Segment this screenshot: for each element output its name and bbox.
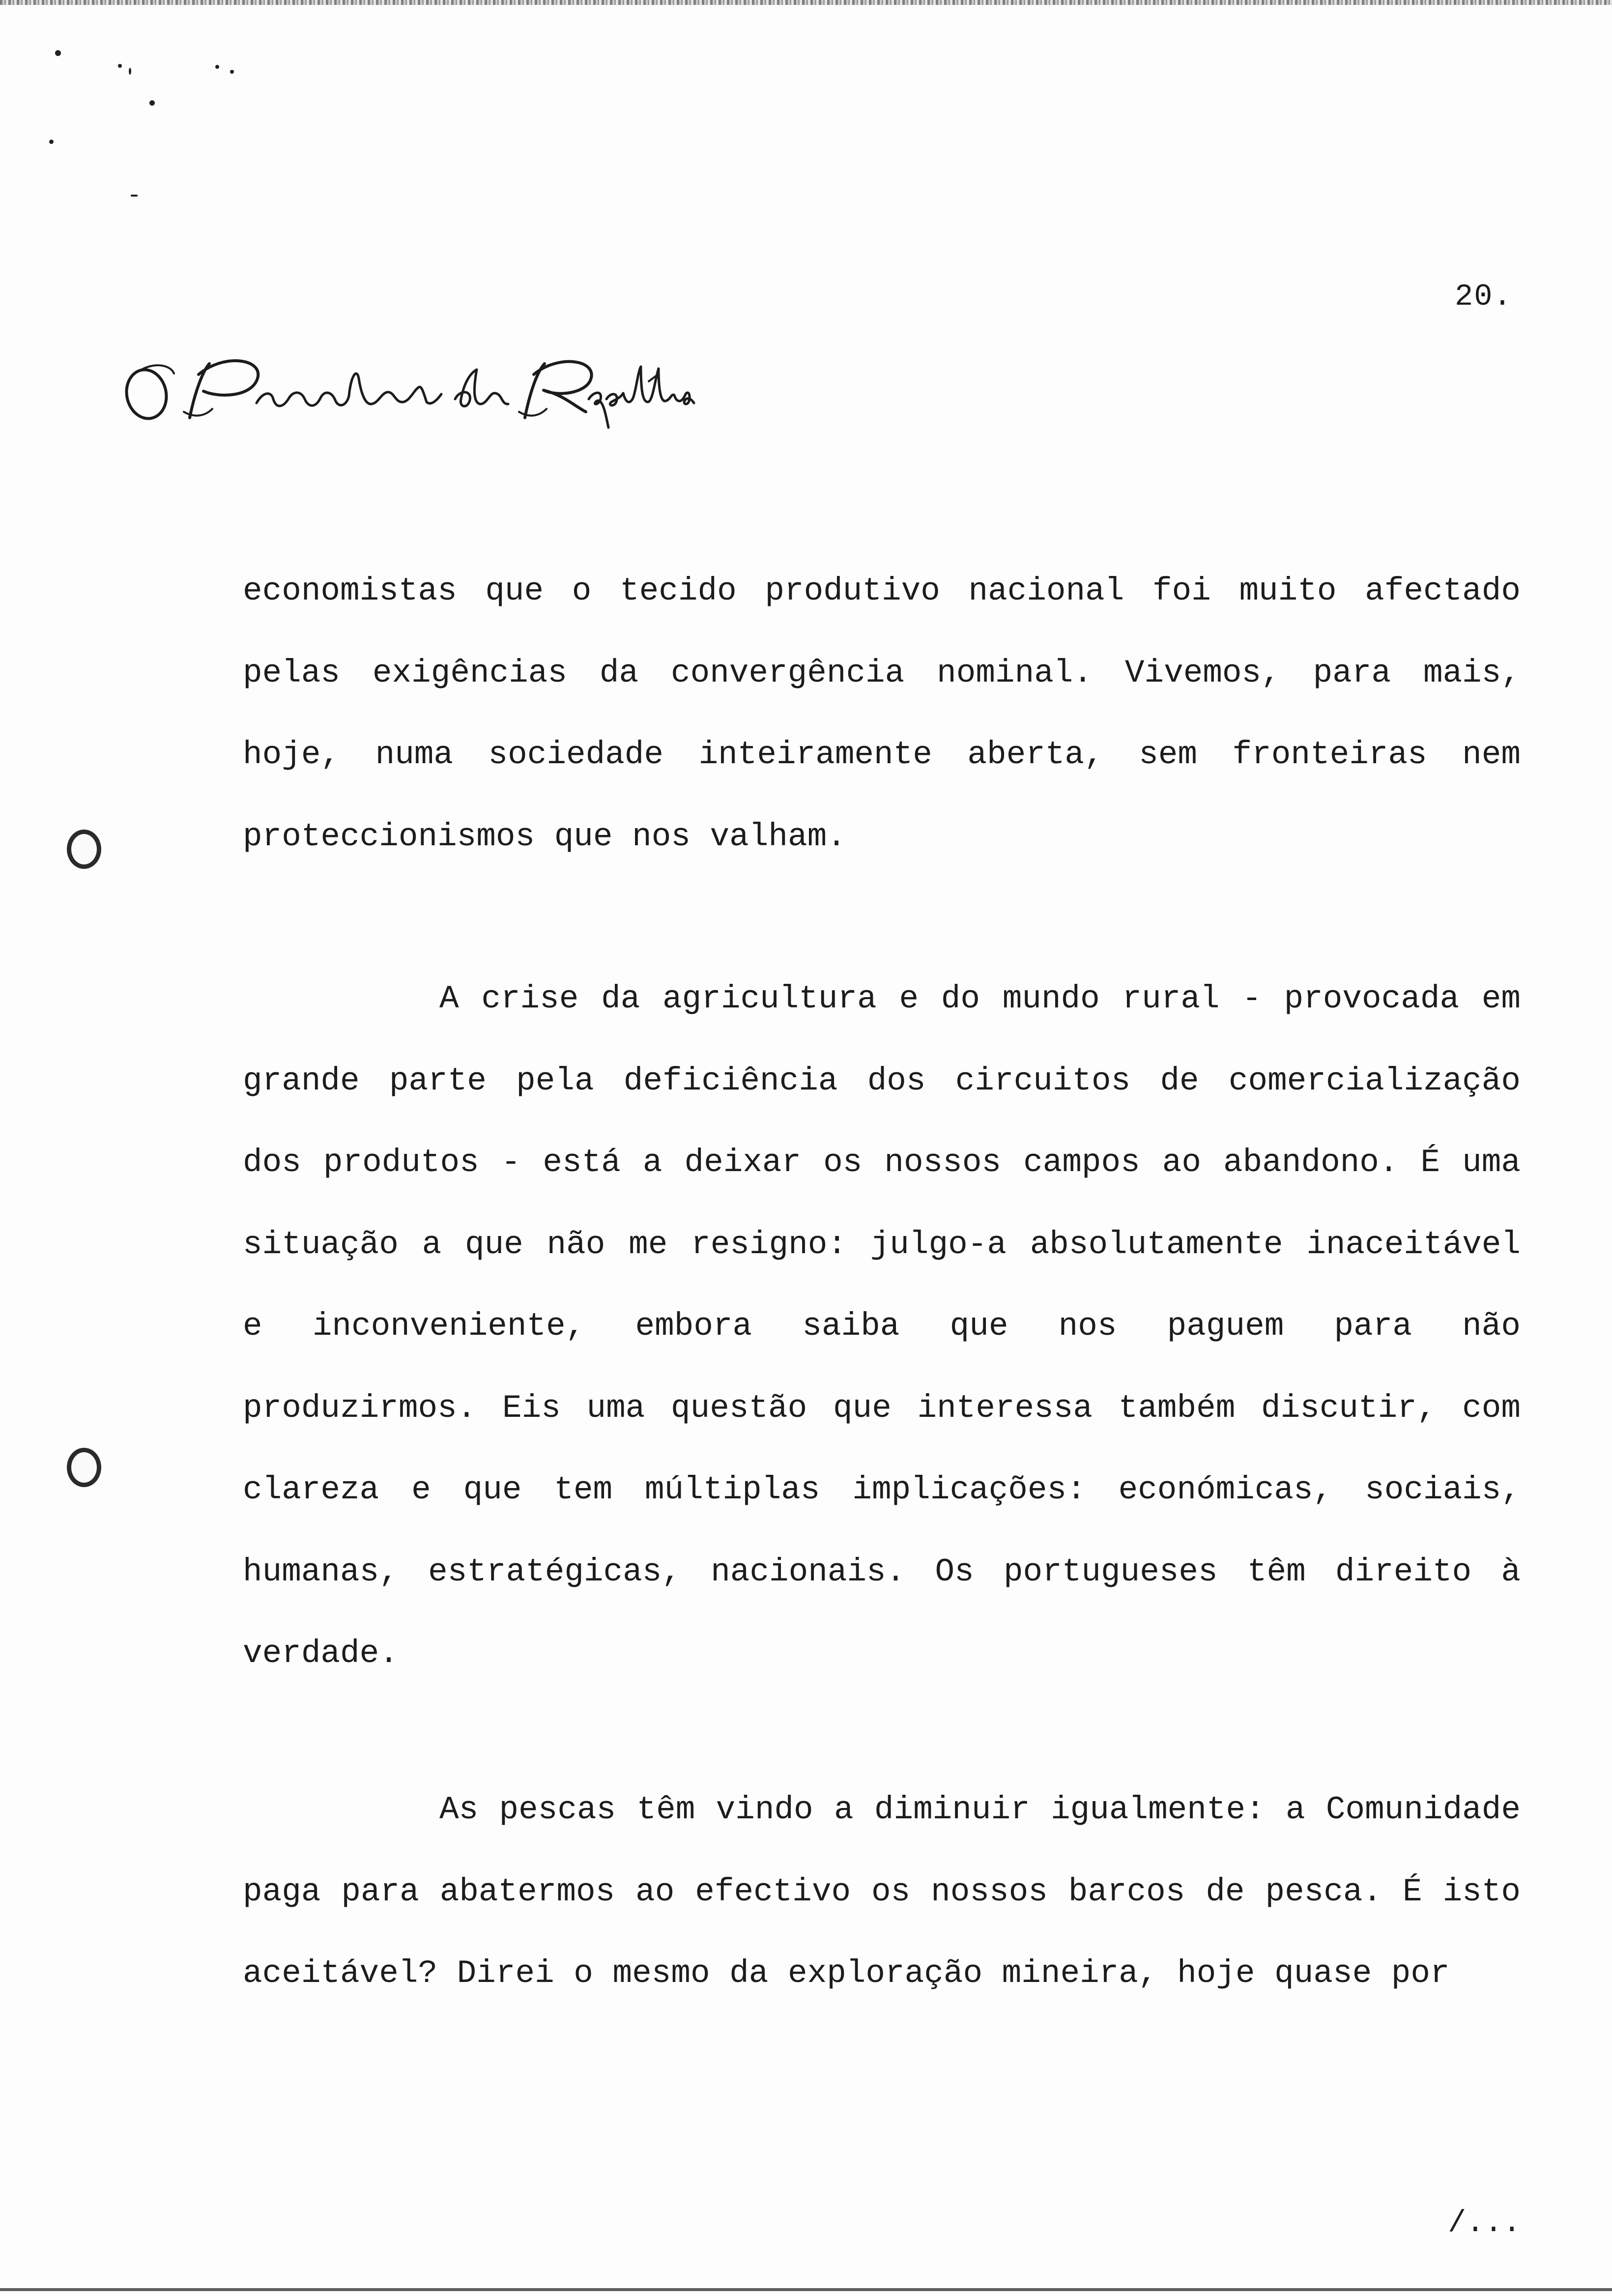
scan-speck: [149, 100, 155, 106]
scan-edge-top: [0, 0, 1612, 5]
continuation-marker: /...: [1448, 2206, 1521, 2240]
scan-speck: [131, 195, 138, 197]
punch-hole-upper: [67, 830, 101, 869]
scan-speck: [230, 70, 234, 74]
paragraph-2: A crise da agricultura e do mundo rural - provocada em grande parte pela deficiência dos circuitos de comercialização dos produtos - está a deixar os nossos campos ao abandono. É uma situação a que não me resigno: julgo-a absolutamente inaceitável e inconveniente, embora saiba que nos paguem para não produzirmos. Eis uma questão que interessa também discutir, com clareza e que tem múltiplas implicações: económicas, sociais, humanas, estratégicas, nacionais. Os portugueses têm direito à verdade.: [243, 980, 1521, 1672]
scan-edge-bottom: [0, 2288, 1612, 2291]
scan-speck: [129, 68, 131, 75]
scan-speck: [118, 64, 122, 68]
scan-speck: [49, 140, 54, 144]
scan-speck: [215, 65, 219, 69]
paragraph-1: economistas que o tecido produtivo nacional foi muito afectado pelas exigências da convergência nominal. Vivemos, para mais, hoje, numa sociedade inteiramente aberta, sem fronteiras nem proteccionismos que nos valham.: [243, 573, 1521, 855]
paragraph-3: As pescas têm vindo a diminuir igualmente: a Comunidade paga para abatermos ao efectivo os nossos barcos de pesca. É isto aceitável? Direi o mesmo da exploração mineira, hoje quase por: [243, 1791, 1521, 1992]
letterhead-signature: [116, 344, 696, 432]
page-number: 20.: [1455, 279, 1513, 314]
punch-hole-lower: [67, 1448, 101, 1487]
scan-speck: [55, 50, 61, 56]
